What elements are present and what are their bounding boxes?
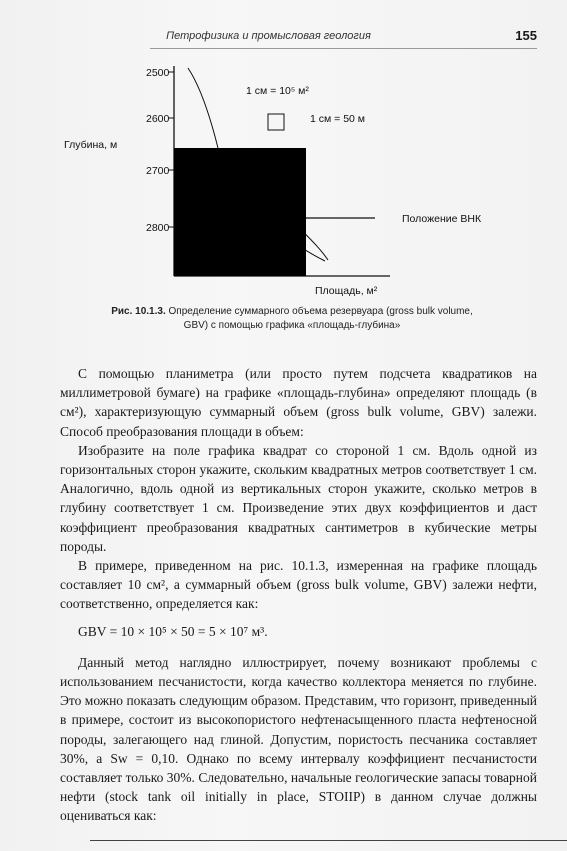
body-text	[60, 364, 537, 826]
scale-square	[268, 114, 284, 130]
paragraph-3: В примере, приведенном на рис. 10.1.3, измеренная на графике площадь составляет 10 см², а суммарный объем (gross bulk volume, GBV) залежи нефти, соответственно, определяется как:	[60, 558, 537, 612]
redaction-box	[174, 148, 306, 276]
y-tick-label-2600: 2600	[146, 113, 170, 125]
header-rule	[150, 48, 537, 49]
caption-label: Рис. 10.1.3.	[111, 306, 166, 317]
running-head	[60, 30, 537, 48]
area-depth-figure	[60, 56, 540, 346]
paragraph-1: С помощью планиметра (или просто путем подсчета квадратиков на миллиметровой бумаге) на графике «площадь-глубина» определяют площадь (в см²), характеризующую суммарный объем (gross bulk volume, GBV) залежи. Способ преобразования площади в объем:	[60, 366, 537, 439]
y-tick-label-2700: 2700	[146, 165, 170, 177]
scale-depth-label: 1 см = 50 м	[310, 113, 366, 125]
scale-area-label: 1 см = 10⁵ м²	[246, 85, 309, 97]
y-axis-label: Глубина, м	[64, 139, 118, 151]
paragraph-4: Данный метод наглядно иллюстрирует, почему возникают проблемы с использованием песчанистости, когда качество коллектора меняется по глубине. Это можно показать следующим образом. Представим, что горизонт, приведенный в примере, состоит из высокопористого нефтенасыщенного пласта нефтеносной породы, залегающего над глиной. Допустим, пористость песчаника составляет 30%, а Sw = 0,10. Однако по всему интервалу коэффициент песчанистости составляет только 30%. Следовательно, начальные геологические запасы товарной нефти (stock tank oil initially in place, STOIIP) в данном случае должны оцениваться как:	[60, 654, 537, 824]
running-head-title: Петрофизика и промысловая геология	[166, 30, 371, 42]
page-number: 155	[515, 28, 537, 43]
owc-label: Положение ВНК	[402, 213, 482, 225]
y-tick-label-2500: 2500	[146, 67, 170, 79]
footer-rule	[90, 840, 567, 841]
caption-text: Определение суммарного объема резервуара (gross bulk volume, GBV) с помощью графика «площадь-глубина»	[165, 306, 473, 331]
formula-gbv: GBV = 10 × 10⁵ × 50 = 5 × 10⁷ м³.	[78, 623, 268, 639]
figure-caption	[102, 305, 482, 333]
x-axis-label: Площадь, м²	[315, 285, 378, 297]
paragraph-2: Изобразите на поле графика квадрат со стороной 1 см. Вдоль одной из горизонтальных сторон укажите, скольким квадратных метров соответствует 1 см. Аналогично, вдоль одной из вертикальных сторон укажите, сколько метров в глубину соответствует 1 см. Произведение этих двух коэффициентов и даст коэффициент преобразования квадратных сантиметров в кубические метры породы.	[60, 442, 537, 554]
y-tick-label-2800: 2800	[146, 222, 170, 234]
